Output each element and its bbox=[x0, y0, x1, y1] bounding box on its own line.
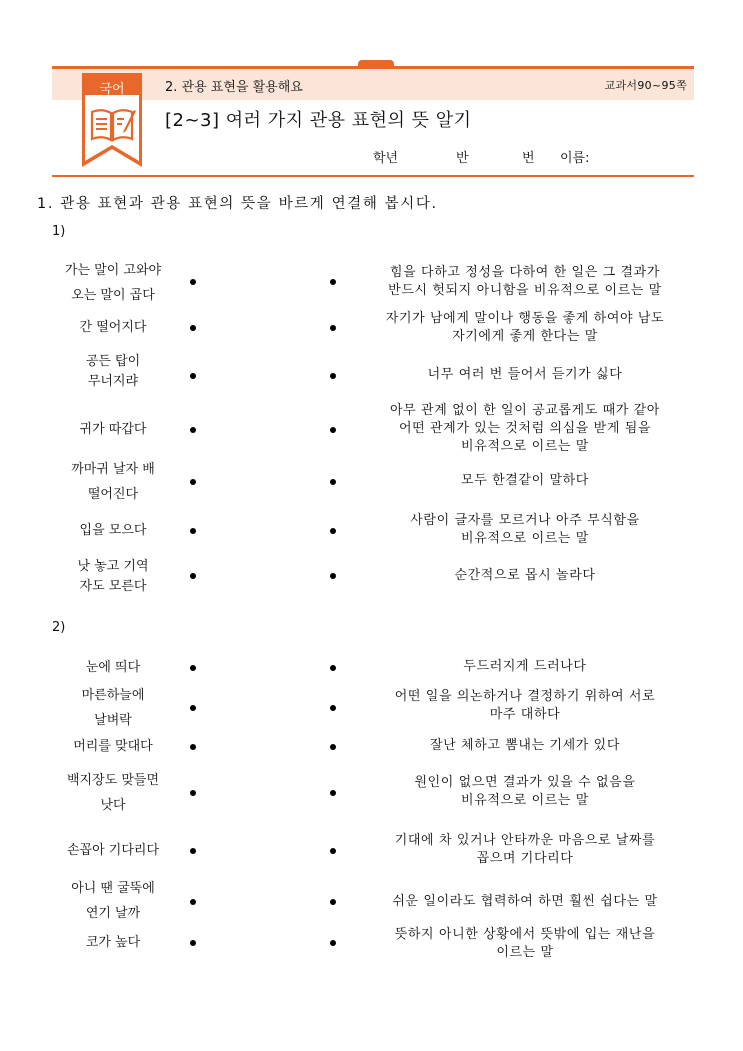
part-1-label: 1) bbox=[52, 224, 66, 239]
meaning-right: 힘을 다하고 정성을 다하여 한 일은 그 결과가 반드시 헛되지 아니함을 비유적으로 이르는 말 bbox=[388, 265, 662, 298]
unit-title: 2. 관용 표현을 활용해요 bbox=[165, 80, 303, 95]
idiom-left: 간 떨어지다 bbox=[79, 320, 147, 335]
meaning-right: 모두 한결같이 말하다 bbox=[461, 473, 589, 488]
meaning-right: 너무 여러 번 들어서 듣기가 싫다 bbox=[427, 367, 623, 382]
match-dot-left[interactable] bbox=[190, 940, 196, 946]
textbook-page-ref: 교과서90~95쪽 bbox=[604, 79, 687, 92]
part-2-label: 2) bbox=[52, 620, 66, 635]
idiom-left: 까마귀 날자 배 떨어진다 bbox=[71, 462, 155, 502]
match-dot-right[interactable] bbox=[330, 899, 336, 905]
match-dot-left[interactable] bbox=[190, 373, 196, 379]
idiom-left: 백지장도 맞들면 낫다 bbox=[66, 773, 160, 813]
idiom-left: 손꼽아 기다리다 bbox=[66, 843, 160, 858]
meaning-right: 쉬운 일이라도 협력하여 하면 훨씬 쉽다는 말 bbox=[392, 894, 658, 909]
match-dot-left[interactable] bbox=[190, 528, 196, 534]
match-dot-right[interactable] bbox=[330, 373, 336, 379]
idiom-left: 아니 땐 굴뚝에 연기 날까 bbox=[71, 881, 155, 921]
match-dot-left[interactable] bbox=[190, 744, 196, 750]
match-dot-left[interactable] bbox=[190, 573, 196, 579]
match-dot-left[interactable] bbox=[190, 479, 196, 485]
idiom-left: 코가 높다 bbox=[85, 935, 141, 950]
idiom-left: 입을 모으다 bbox=[79, 523, 147, 538]
name-label: 이름: bbox=[560, 151, 590, 166]
idiom-left: 머리를 맞대다 bbox=[73, 739, 153, 754]
match-dot-right[interactable] bbox=[330, 940, 336, 946]
meaning-right: 어떤 일을 의논하거나 결정하기 위하여 서로 마주 대하다 bbox=[394, 689, 656, 722]
match-dot-right[interactable] bbox=[330, 479, 336, 485]
match-dot-left[interactable] bbox=[190, 705, 196, 711]
meaning-right: 순간적으로 몹시 놀라다 bbox=[454, 568, 596, 583]
idiom-left: 공든 탑이 무너지랴 bbox=[85, 354, 141, 389]
match-dot-right[interactable] bbox=[330, 279, 336, 285]
idiom-left: 가는 말이 고와야 오는 말이 곱다 bbox=[64, 263, 162, 303]
match-dot-right[interactable] bbox=[330, 325, 336, 331]
match-dot-left[interactable] bbox=[190, 325, 196, 331]
match-dot-left[interactable] bbox=[190, 899, 196, 905]
meaning-right: 아무 관계 없이 한 일이 공교롭게도 때가 같아 어떤 관계가 있는 것처럼 의심을 받게 됨을 비유적으로 이르는 말 bbox=[390, 403, 660, 454]
idiom-left: 마른하늘에 날벼락 bbox=[81, 688, 145, 728]
header-bottom-rule bbox=[52, 175, 694, 177]
match-dot-right[interactable] bbox=[330, 528, 336, 534]
match-dot-right[interactable] bbox=[330, 665, 336, 671]
meaning-right: 원인이 없으면 결과가 있을 수 없음을 비유적으로 이르는 말 bbox=[414, 775, 636, 808]
match-dot-left[interactable] bbox=[190, 848, 196, 854]
open-book-pencil-icon bbox=[88, 104, 136, 144]
match-dot-right[interactable] bbox=[330, 573, 336, 579]
class-label: 반 bbox=[456, 151, 469, 166]
match-dot-left[interactable] bbox=[190, 427, 196, 433]
lesson-title: [2~3] 여러 가지 관용 표현의 뜻 알기 bbox=[165, 110, 472, 131]
match-dot-right[interactable] bbox=[330, 744, 336, 750]
meaning-right: 두드러지게 드러나다 bbox=[463, 659, 587, 674]
match-dot-left[interactable] bbox=[190, 665, 196, 671]
idiom-left: 눈에 띄다 bbox=[85, 660, 141, 675]
match-dot-right[interactable] bbox=[330, 790, 336, 796]
match-dot-left[interactable] bbox=[190, 790, 196, 796]
meaning-right: 잘난 체하고 뽐내는 기세가 있다 bbox=[430, 738, 620, 753]
grade-label: 학년 bbox=[373, 151, 399, 166]
idiom-left: 낫 놓고 기역 자도 모른다 bbox=[77, 559, 149, 594]
header-band bbox=[52, 69, 694, 100]
match-dot-right[interactable] bbox=[330, 705, 336, 711]
match-dot-left[interactable] bbox=[190, 279, 196, 285]
number-label: 번 bbox=[522, 151, 535, 166]
meaning-right: 기대에 차 있거나 안타까운 마음으로 날짜를 꼽으며 기다리다 bbox=[394, 833, 656, 866]
match-dot-right[interactable] bbox=[330, 848, 336, 854]
subject-label: 국어 bbox=[99, 82, 125, 97]
idiom-left: 귀가 따갑다 bbox=[79, 422, 147, 437]
meaning-right: 자기가 남에게 말이나 행동을 좋게 하여야 남도 자기에게 좋게 한다는 말 bbox=[385, 311, 665, 344]
question-text: 1. 관용 표현과 관용 표현의 뜻을 바르게 연결해 봅시다. bbox=[37, 196, 438, 212]
meaning-right: 사람이 글자를 모르거나 아주 무식함을 비유적으로 이르는 말 bbox=[410, 513, 640, 546]
meaning-right: 뜻하지 아니한 상황에서 뜻밖에 입는 재난을 이르는 말 bbox=[394, 927, 656, 960]
match-dot-right[interactable] bbox=[330, 427, 336, 433]
